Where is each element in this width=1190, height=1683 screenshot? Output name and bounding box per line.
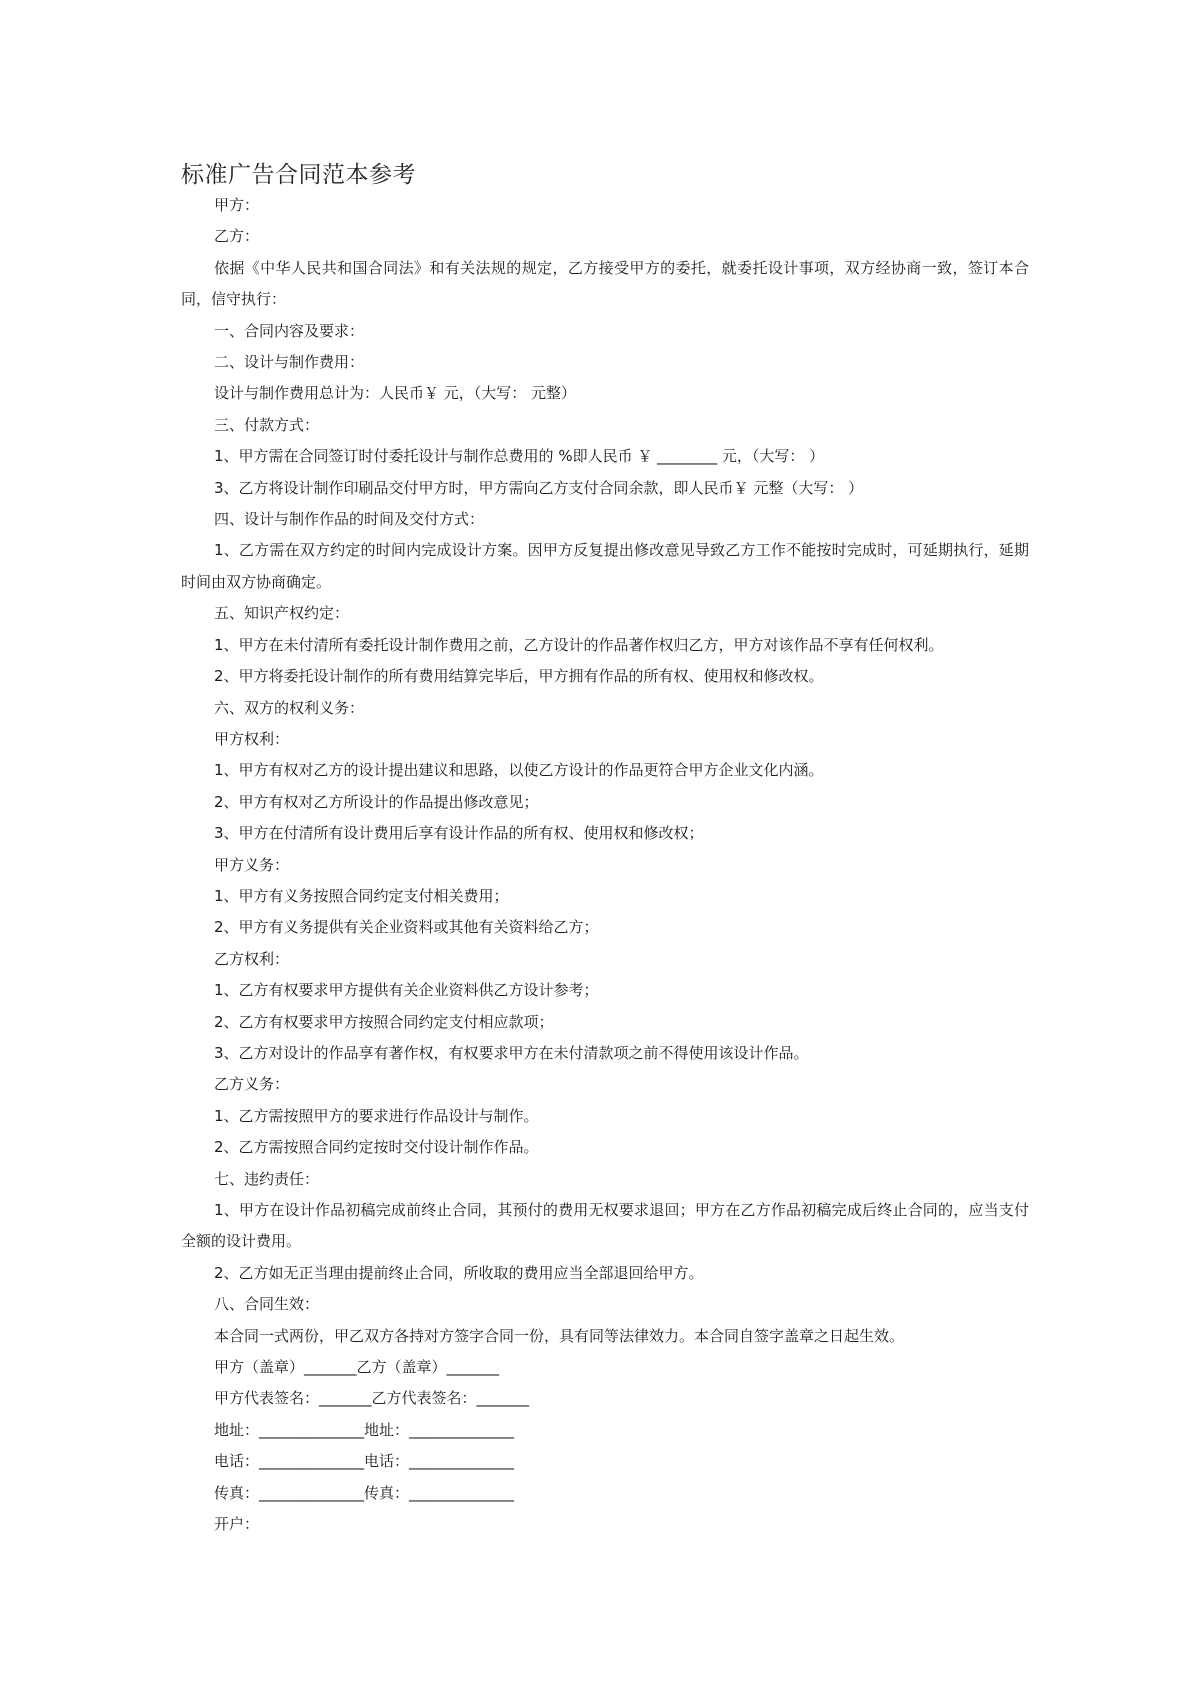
section-heading: 五、知识产权约定： xyxy=(214,604,350,623)
paragraph: 1、乙方需在双方约定的时间内完成设计方案。因甲方反复提出修改意见导致乙方工作不能按时完成时，可延期执行，延期时间由双方协商确定。 xyxy=(181,541,1029,591)
paragraph: 1、甲方有义务按照合同约定支付相关费用； xyxy=(214,886,509,905)
address-line: 地址：______________地址：______________ xyxy=(214,1420,515,1439)
paragraph: 3、乙方对设计的作品享有著作权，有权要求甲方在未付清款项之前不得使用该设计作品。 xyxy=(214,1043,809,1062)
signature-line: 甲方代表签名：_______乙方代表签名：_______ xyxy=(214,1389,530,1408)
document-body xyxy=(181,190,1029,1540)
bank-account-line: 开户： xyxy=(214,1515,260,1534)
paragraph: 1、乙方有权要求甲方提供有关企业资料供乙方设计参考； xyxy=(214,981,599,1000)
signature-line: 甲方（盖章）_______乙方（盖章）_______ xyxy=(214,1358,500,1377)
subheading: 甲方权利： xyxy=(214,729,290,748)
paragraph: 2、甲方将委托设计制作的所有费用结算完毕后，甲方拥有作品的所有权、使用权和修改权。 xyxy=(214,667,824,686)
section-heading: 二、设计与制作费用： xyxy=(214,353,365,372)
section-heading: 一、合同内容及要求： xyxy=(214,321,365,340)
section-heading: 六、双方的权利义务： xyxy=(214,698,365,717)
paragraph: 3、甲方在付清所有设计费用后享有设计作品的所有权、使用权和修改权； xyxy=(214,824,704,843)
paragraph: 3、乙方将设计制作印刷品交付甲方时，甲方需向乙方支付合同余款，即人民币￥ 元整（大写： ） xyxy=(214,478,864,497)
section-heading: 七、违约责任： xyxy=(214,1169,320,1188)
paragraph: 2、乙方如无正当理由提前终止合同，所收取的费用应当全部退回给甲方。 xyxy=(214,1263,704,1282)
paragraph: 2、乙方需按照合同约定按时交付设计制作作品。 xyxy=(214,1138,539,1157)
paragraph: 1、乙方需按照甲方的要求进行作品设计与制作。 xyxy=(214,1106,539,1125)
section-heading: 四、设计与制作作品的时间及交付方式： xyxy=(214,510,485,529)
subheading: 乙方权利： xyxy=(214,949,290,968)
document-title: 标准广告合同范本参考 xyxy=(181,162,416,188)
subheading: 甲方义务： xyxy=(214,855,290,874)
preamble-paragraph: 依据《中华人民共和国合同法》和有关法规的规定，乙方接受甲方的委托，就委托设计事项，双方经协商一致，签订本合同，信守执行： xyxy=(181,258,1029,309)
party-b-line: 乙方： xyxy=(214,227,260,246)
paragraph: 1、甲方需在合同签订时付委托设计与制作总费用的 %即人民币 ￥ ________ 元，（大写： ） xyxy=(214,447,825,466)
subheading: 乙方义务： xyxy=(214,1075,290,1094)
paragraph: 本合同一式两份，甲乙双方各持对方签字合同一份，具有同等法律效力。本合同自签字盖章之日起生效。 xyxy=(214,1326,905,1345)
section-heading: 三、付款方式： xyxy=(214,415,320,434)
section-heading: 八、合同生效： xyxy=(214,1295,320,1314)
party-a-line: 甲方： xyxy=(214,196,260,214)
paragraph: 1、甲方在未付清所有委托设计制作费用之前，乙方设计的作品著作权归乙方，甲方对该作品不享有任何权利。 xyxy=(214,635,944,654)
paragraph: 设计与制作费用总计为：人民币￥ 元，（大写： 元整） xyxy=(214,384,577,403)
fax-line: 传真：______________传真：______________ xyxy=(214,1483,515,1502)
paragraph: 2、甲方有权对乙方所设计的作品提出修改意见； xyxy=(214,792,539,811)
paragraph: 1、甲方有权对乙方的设计提出建议和思路，以使乙方设计的作品更符合甲方企业文化内涵。 xyxy=(214,761,824,780)
paragraph: 2、乙方有权要求甲方按照合同约定支付相应款项； xyxy=(214,1012,554,1031)
phone-line: 电话：______________电话：______________ xyxy=(214,1452,515,1471)
paragraph: 1、甲方在设计作品初稿完成前终止合同，其预付的费用无权要求退回；甲方在乙方作品初稿完成后终止合同的，应当支付全额的设计费用。 xyxy=(181,1201,1029,1251)
paragraph: 2、甲方有义务提供有关企业资料或其他有关资料给乙方； xyxy=(214,918,599,937)
